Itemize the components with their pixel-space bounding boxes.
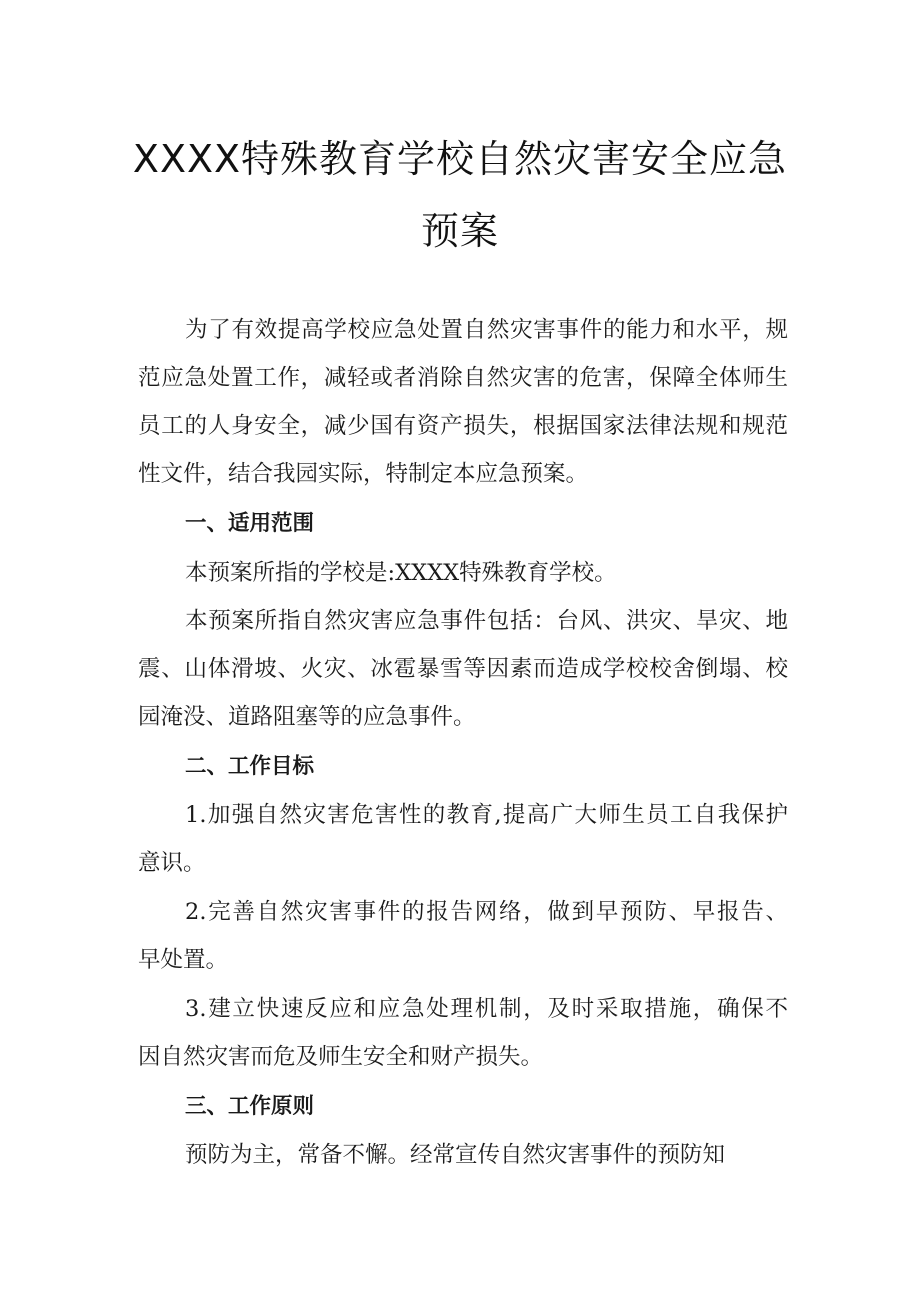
paragraph-line: 预防为主，常备不懈。经常宣传自然灾害事件的预防知 [185,1142,726,1168]
paragraph-line: 员工的人身安全，减少国有资产损失，根据国家法律法规和规范 [138,413,788,439]
list-item-line: 因自然灾害而危及师生安全和财产损失。 [138,1044,544,1070]
list-item-line: 1.加强自然灾害危害性的教育,提高广大师生员工自我保护 [185,802,788,828]
paragraph-line: 本预案所指的学校是:XXXX特殊教育学校。 [185,560,617,586]
list-item-line: 2.完善自然灾害事件的报告网络，做到早预防、早报告、 [185,899,788,925]
list-item-line: 意识。 [138,850,206,876]
paragraph-line: 性文件，结合我园实际，特制定本应急预案。 [138,461,589,487]
paragraph-line: 范应急处置工作，减轻或者消除自然灾害的危害，保障全体师生 [138,365,788,391]
paragraph-line: 本预案所指自然灾害应急事件包括：台风、洪灾、旱灾、地 [185,608,788,634]
section-heading: 一、适用范围 [185,511,315,536]
paragraph-line: 为了有效提高学校应急处置自然灾害事件的能力和水平，规 [185,317,788,343]
document-title-line-1: XXXX特殊教育学校自然灾害安全应急 [132,137,788,181]
list-item-line: 3.建立快速反应和应急处理机制，及时采取措施，确保不 [185,996,788,1022]
document-title-line-2: 预案 [420,209,499,253]
section-heading: 三、工作原则 [185,1094,315,1119]
list-item-line: 早处置。 [138,947,229,973]
paragraph-line: 震、山体滑坡、火灾、冰雹暴雪等因素而造成学校校舍倒塌、校 [138,656,788,682]
section-heading: 二、工作目标 [185,754,315,779]
paragraph-line: 园淹没、道路阻塞等的应急事件。 [138,704,476,730]
